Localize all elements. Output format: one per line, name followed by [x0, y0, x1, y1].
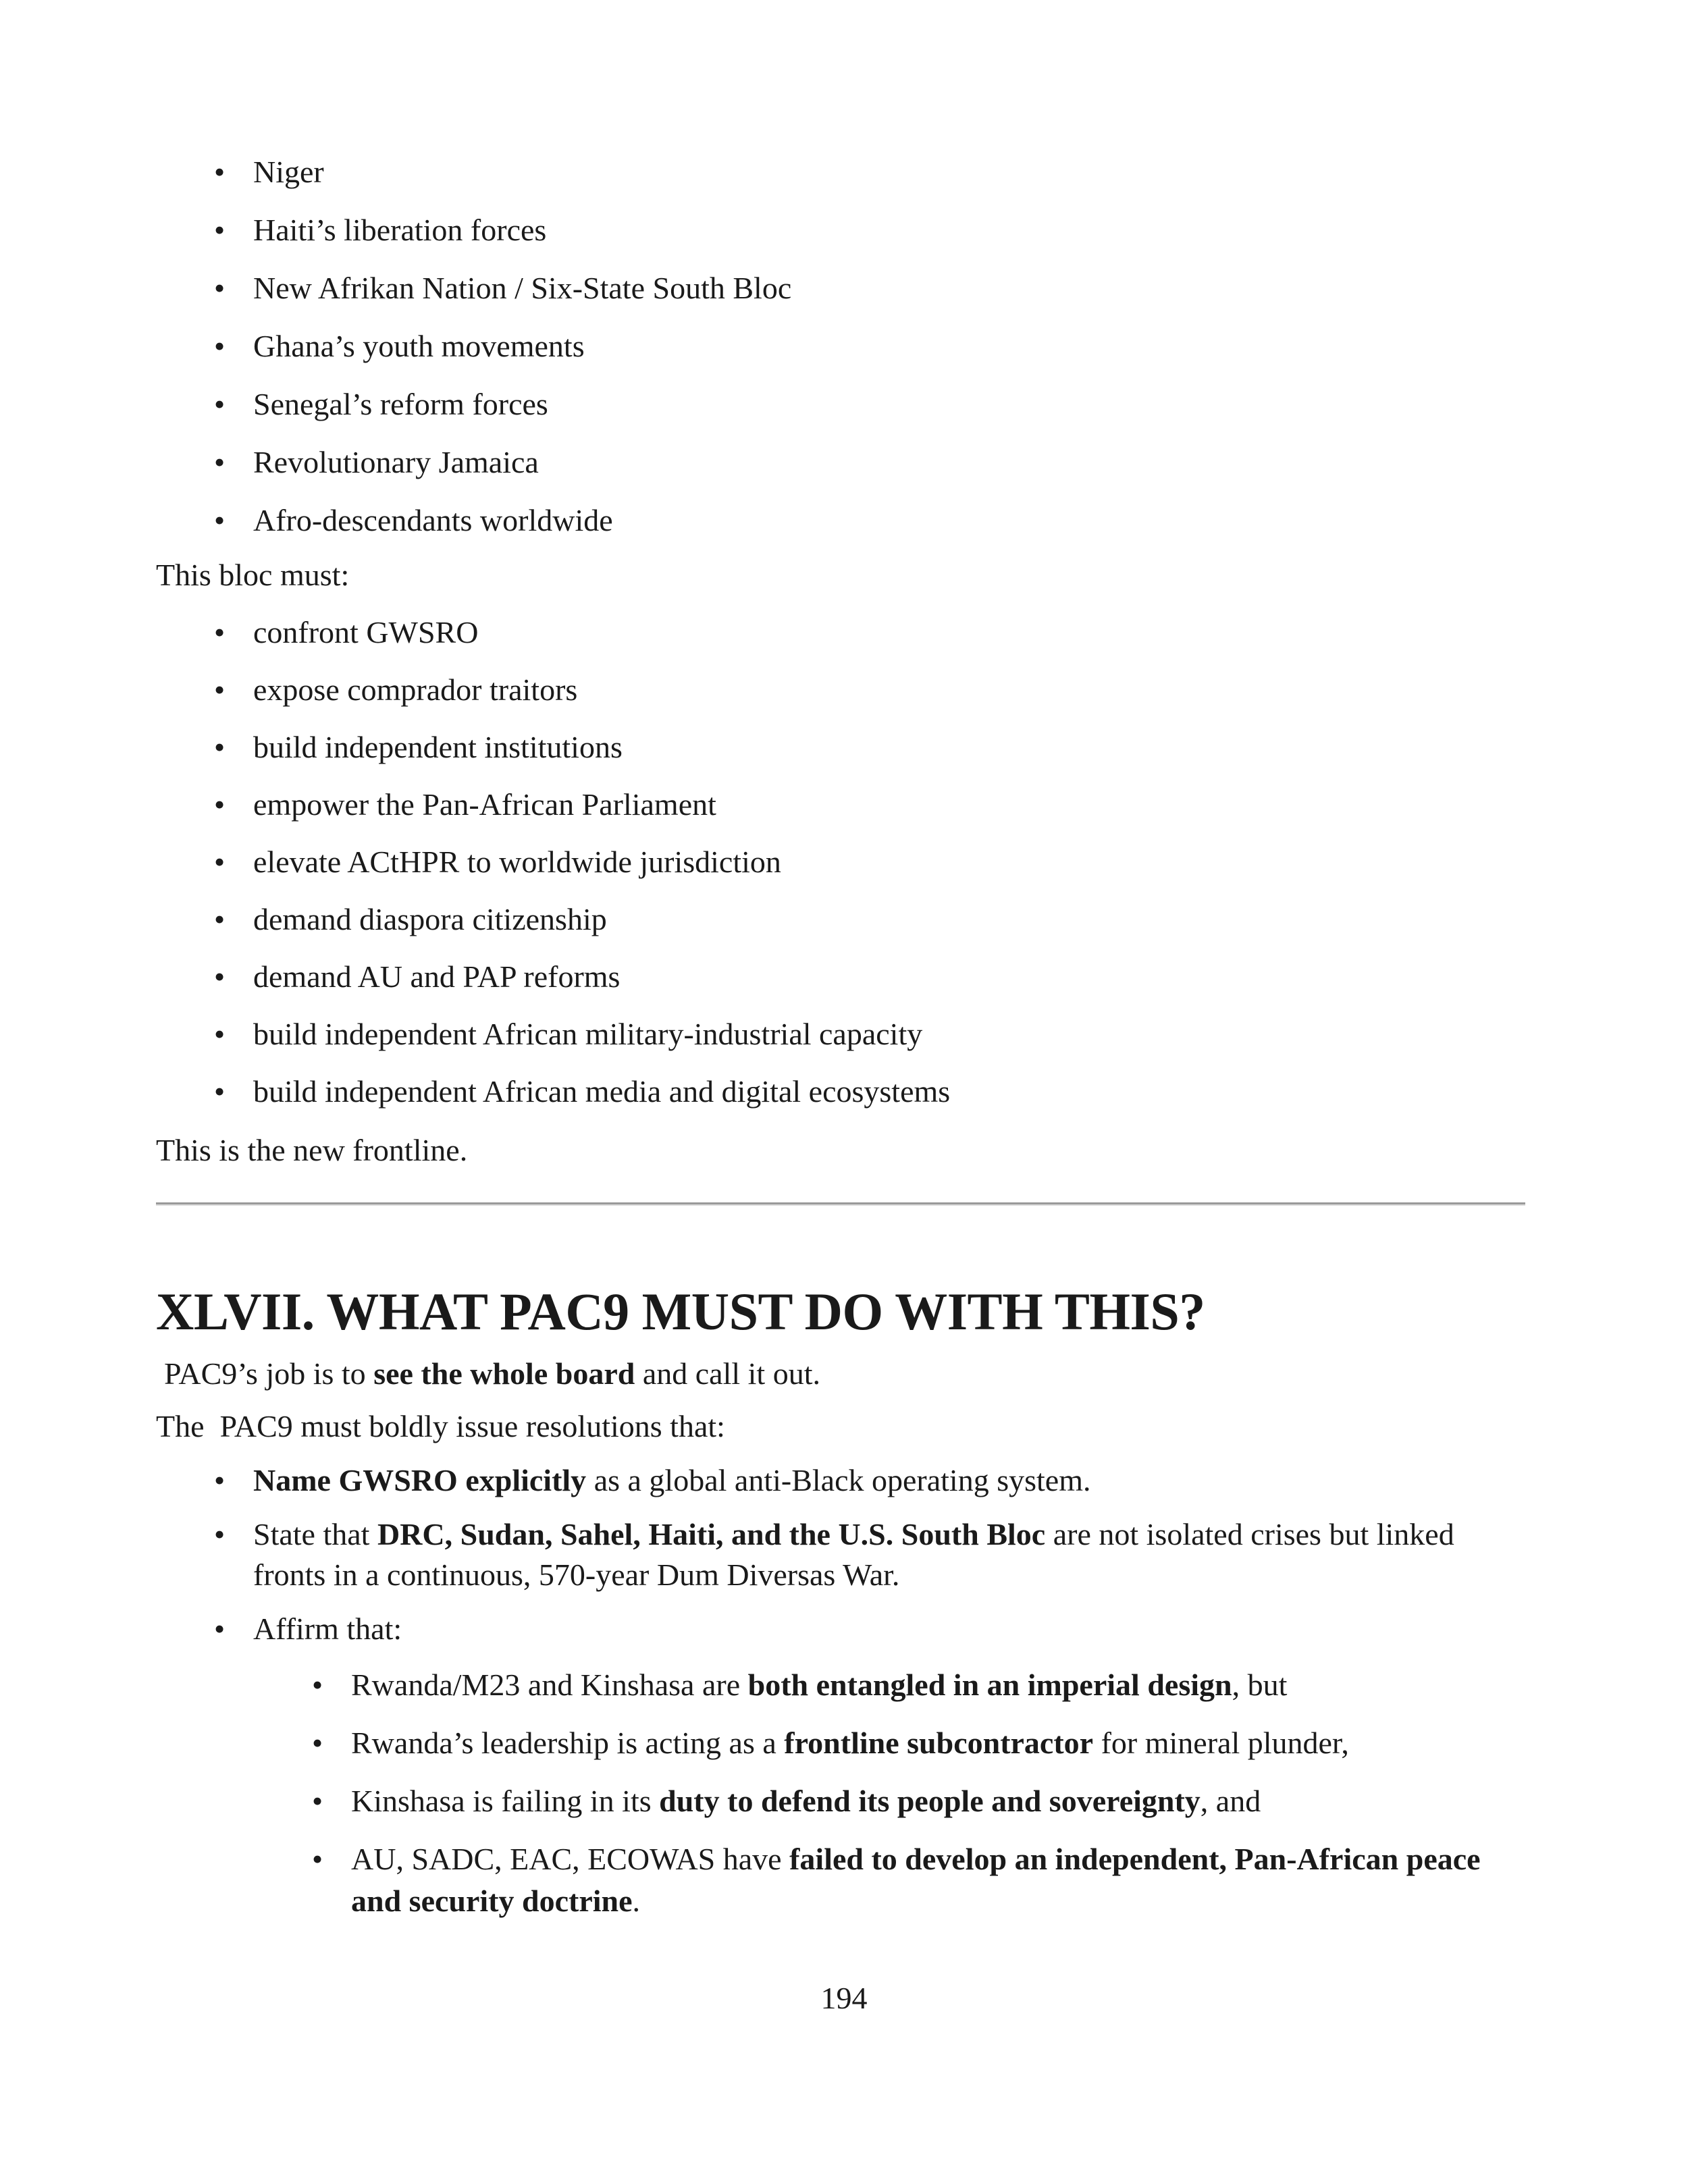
- job-text-pre: PAC9’s job is to: [164, 1356, 374, 1391]
- resolution-item: [253, 1514, 1523, 1595]
- affirmation-item: [351, 1780, 1512, 1822]
- affirmation-bold: frontline subcontractor: [784, 1726, 1094, 1760]
- list-item: • Senegal’s reform forces: [253, 384, 791, 425]
- list-item: • Niger: [253, 152, 791, 192]
- resolution-item: [253, 1460, 1523, 1501]
- page-number: 194: [820, 1981, 868, 2015]
- member-list: [253, 152, 791, 558]
- resolution-bold: DRC, Sudan, Sahel, Haiti, and the U.S. South Bloc: [377, 1517, 1046, 1551]
- affirmation-bold: both entangled in an imperial design: [747, 1668, 1232, 1702]
- list-item: • demand AU and PAP reforms: [253, 957, 950, 997]
- resolution-text: State that: [253, 1517, 377, 1551]
- list-item: • Revolutionary Jamaica: [253, 442, 791, 483]
- list-item: • Ghana’s youth movements: [253, 326, 791, 367]
- affirmation-text: Rwanda’s leadership is acting as a: [351, 1726, 785, 1760]
- list-item: • elevate ACtHPR to worldwide jurisdiction: [253, 842, 950, 882]
- affirmation-bold: failed to develop an independent, Pan-African peace and security doctrine: [351, 1842, 1481, 1918]
- affirmation-item: [351, 1722, 1512, 1764]
- section-heading: XLVII. WHAT PAC9 MUST DO WITH THIS?: [156, 1282, 1205, 1341]
- resolution-text: as a global anti-Black operating system.: [586, 1463, 1091, 1497]
- resolution-list: [253, 1460, 1523, 1938]
- list-item: • Haiti’s liberation forces: [253, 210, 791, 250]
- list-item: • confront GWSRO: [253, 612, 950, 653]
- affirmation-text: , and: [1200, 1784, 1261, 1818]
- list-item: • empower the Pan-African Parliament: [253, 784, 950, 825]
- affirmation-text: Kinshasa is failing in its: [351, 1784, 660, 1818]
- list-item: • Afro-descendants worldwide: [253, 500, 791, 541]
- resolution-text: are not isolated crises but linked fronts in a continuous, 570-year Dum Diversas War.: [253, 1517, 1454, 1592]
- affirmation-item: [351, 1838, 1512, 1922]
- job-text-bold: see the whole board: [373, 1356, 635, 1391]
- list-item: • expose comprador traitors: [253, 670, 950, 710]
- frontline-statement: This is the new frontline.: [156, 1133, 468, 1167]
- job-paragraph: [164, 1354, 820, 1394]
- section-divider: [156, 1202, 1525, 1206]
- affirmation-list: [351, 1664, 1512, 1922]
- affirmation-text: for mineral plunder,: [1093, 1726, 1349, 1760]
- list-item: • demand diaspora citizenship: [253, 899, 950, 940]
- affirmation-bold: duty to defend its people and sovereignty: [659, 1784, 1201, 1818]
- list-item: • build independent institutions: [253, 727, 950, 768]
- affirmation-text: , but: [1232, 1668, 1288, 1702]
- resolution-text: Affirm that:: [253, 1612, 402, 1646]
- affirmation-text: AU, SADC, EAC, ECOWAS have: [351, 1842, 790, 1876]
- list-item: • New Afrikan Nation / Six-State South Bloc: [253, 268, 791, 309]
- resolution-bold: Name GWSRO explicitly: [253, 1463, 587, 1497]
- resolutions-intro: The PAC9 must boldly issue resolutions that:: [156, 1409, 725, 1443]
- list-item: • build independent African military-industrial capacity: [253, 1014, 950, 1055]
- resolution-item: [253, 1609, 1523, 1922]
- list-item: • build independent African media and digital ecosystems: [253, 1071, 950, 1112]
- affirmation-text: Rwanda/M23 and Kinshasa are: [351, 1668, 748, 1702]
- bloc-task-list: [253, 612, 950, 1129]
- affirmation-item: [351, 1664, 1512, 1706]
- affirmation-text: .: [632, 1884, 641, 1918]
- job-text-post: and call it out.: [635, 1356, 820, 1391]
- bloc-intro: This bloc must:: [156, 558, 350, 592]
